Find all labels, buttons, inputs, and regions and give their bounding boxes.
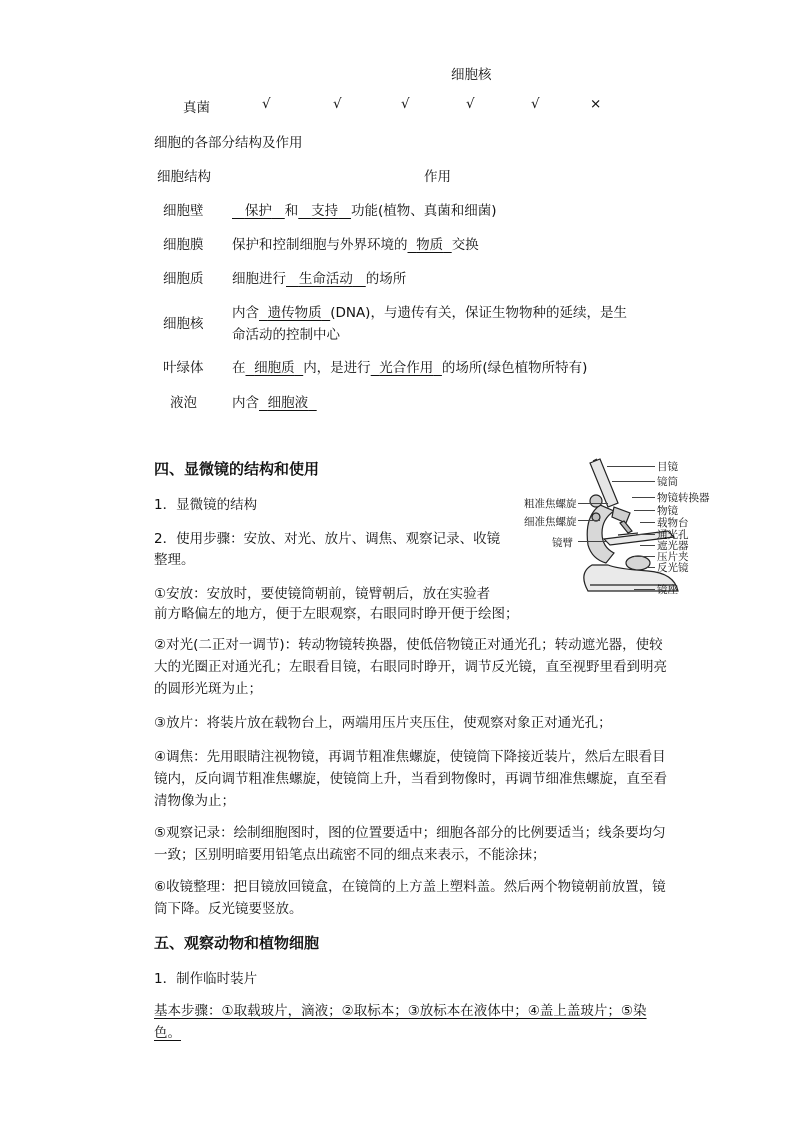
row-name-nucleus: 细胞核 bbox=[163, 316, 204, 332]
row-name-cell-wall: 细胞壁 bbox=[163, 203, 204, 219]
row-desc-vacuole: 内含 细胞液 bbox=[232, 395, 309, 411]
label-nosepiece: 物镜转换器 bbox=[657, 492, 710, 504]
label-base: 镜座 bbox=[657, 584, 678, 596]
fungi-mark: √ bbox=[333, 96, 342, 112]
step-3: ③放片：将装片放在载物台上，两端用压片夹压住，使观察对象正对通光孔； bbox=[154, 715, 612, 731]
row-desc-cell-wall: 保护 和 支持 功能(植物、真菌和细菌) bbox=[244, 203, 497, 219]
fungi-mark: √ bbox=[466, 96, 475, 112]
section-4-item-1: 1．显微镜的结构 bbox=[154, 497, 258, 513]
label-aperture: 通光孔 bbox=[657, 529, 689, 541]
row-name-cell-membrane: 细胞膜 bbox=[163, 237, 204, 253]
structure-section-title: 细胞的各部分结构及作用 bbox=[154, 135, 303, 151]
section-4-item-2-line1: 2．使用步骤：安放、对光、放片、调焦、观察记录、收镜 bbox=[154, 531, 501, 547]
row-name-cytoplasm: 细胞质 bbox=[163, 271, 204, 287]
row-name-chloroplast: 叶绿体 bbox=[163, 360, 204, 376]
label-objective: 物镜 bbox=[657, 505, 678, 517]
row-desc-chloroplast: 在 细胞质 内，是进行 光合作用 的场所(绿色植物所特有) bbox=[232, 360, 588, 376]
step-1-line1: ①安放：安放时，要使镜筒朝前，镜臂朝后，放在实验者 bbox=[154, 586, 491, 602]
table-col-function: 作用 bbox=[424, 169, 451, 185]
column-header-nucleus: 细胞核 bbox=[451, 67, 492, 83]
section-4-item-2-line2: 整理。 bbox=[154, 552, 195, 568]
section-4-heading: 四、显微镜的结构和使用 bbox=[154, 460, 320, 478]
table-col-structure: 细胞结构 bbox=[157, 169, 211, 185]
fungi-mark: √ bbox=[262, 96, 271, 112]
label-stage: 载物台 bbox=[657, 517, 689, 529]
row-desc-cytoplasm: 细胞进行 生命活动 的场所 bbox=[232, 271, 407, 287]
fungi-mark: √ bbox=[401, 96, 410, 112]
row-name-vacuole: 液泡 bbox=[170, 395, 197, 411]
label-fine-focus: 细准焦螺旋 bbox=[524, 516, 577, 528]
fungi-row-label: 真菌 bbox=[183, 100, 210, 116]
label-arm: 镜臂 bbox=[552, 537, 573, 549]
label-stage-clip: 压片夹 bbox=[657, 551, 689, 563]
label-tube: 镜筒 bbox=[657, 476, 678, 488]
section-5-heading: 五、观察动物和植物细胞 bbox=[154, 934, 320, 952]
step-6: ⑥收镜整理：把目镜放回镜盒，在镜筒的上方盖上塑料盖。然后两个物镜朝前放置，镜筒下降。反光镜要竖放。 bbox=[154, 879, 666, 917]
section-5-item-1: 1．制作临时装片 bbox=[154, 971, 258, 987]
label-eyepiece: 目镜 bbox=[657, 461, 678, 473]
step-4: ④调焦：先用眼睛注视物镜，再调节粗准焦螺旋，使镜筒下降接近装片，然后左眼看目镜内，反向调节粗准焦螺旋，使镜筒上升，当看到物像时，再调节细准焦螺旋，直至看清物像为止； bbox=[154, 749, 667, 809]
row-desc-nucleus: 内含 遗传物质 (DNA)，与遗传有关，保证生物物种的延续，是生 bbox=[232, 305, 627, 321]
section-5-basic-steps: 基本步骤：①取载玻片，滴液；②取标本；③放标本在液体中；④盖上盖玻片；⑤染色。 bbox=[154, 1003, 647, 1041]
label-diaphragm: 遮光器 bbox=[657, 540, 689, 552]
fungi-mark: √ bbox=[531, 96, 540, 112]
step-1-line2: 前方略偏左的地方，便于左眼观察，右眼同时睁开便于绘图； bbox=[154, 606, 519, 622]
label-coarse-focus: 粗准焦螺旋 bbox=[524, 498, 577, 510]
label-mirror: 反光镜 bbox=[657, 562, 689, 574]
step-2: ②对光(二正对一调节)：转动物镜转换器，使低倍物镜正对通光孔；转动遮光器，使较大的光圈正对通光孔；左眼看目镜，右眼同时睁开，调节反光镜，直至视野里看到明亮的圆形光斑为止； bbox=[154, 637, 667, 697]
row-desc-cell-membrane: 保护和控制细胞与外界环境的 物质 交换 bbox=[232, 237, 479, 253]
row-desc-nucleus-cont: 命活动的控制中心 bbox=[232, 327, 340, 343]
step-5: ⑤观察记录：绘制细胞图时，图的位置要适中；细胞各部分的比例要适当；线条要均匀一致；区别明暗要用铅笔点出疏密不同的细点来表示，不能涂抹； bbox=[154, 825, 666, 863]
fungi-mark: × bbox=[590, 96, 602, 112]
